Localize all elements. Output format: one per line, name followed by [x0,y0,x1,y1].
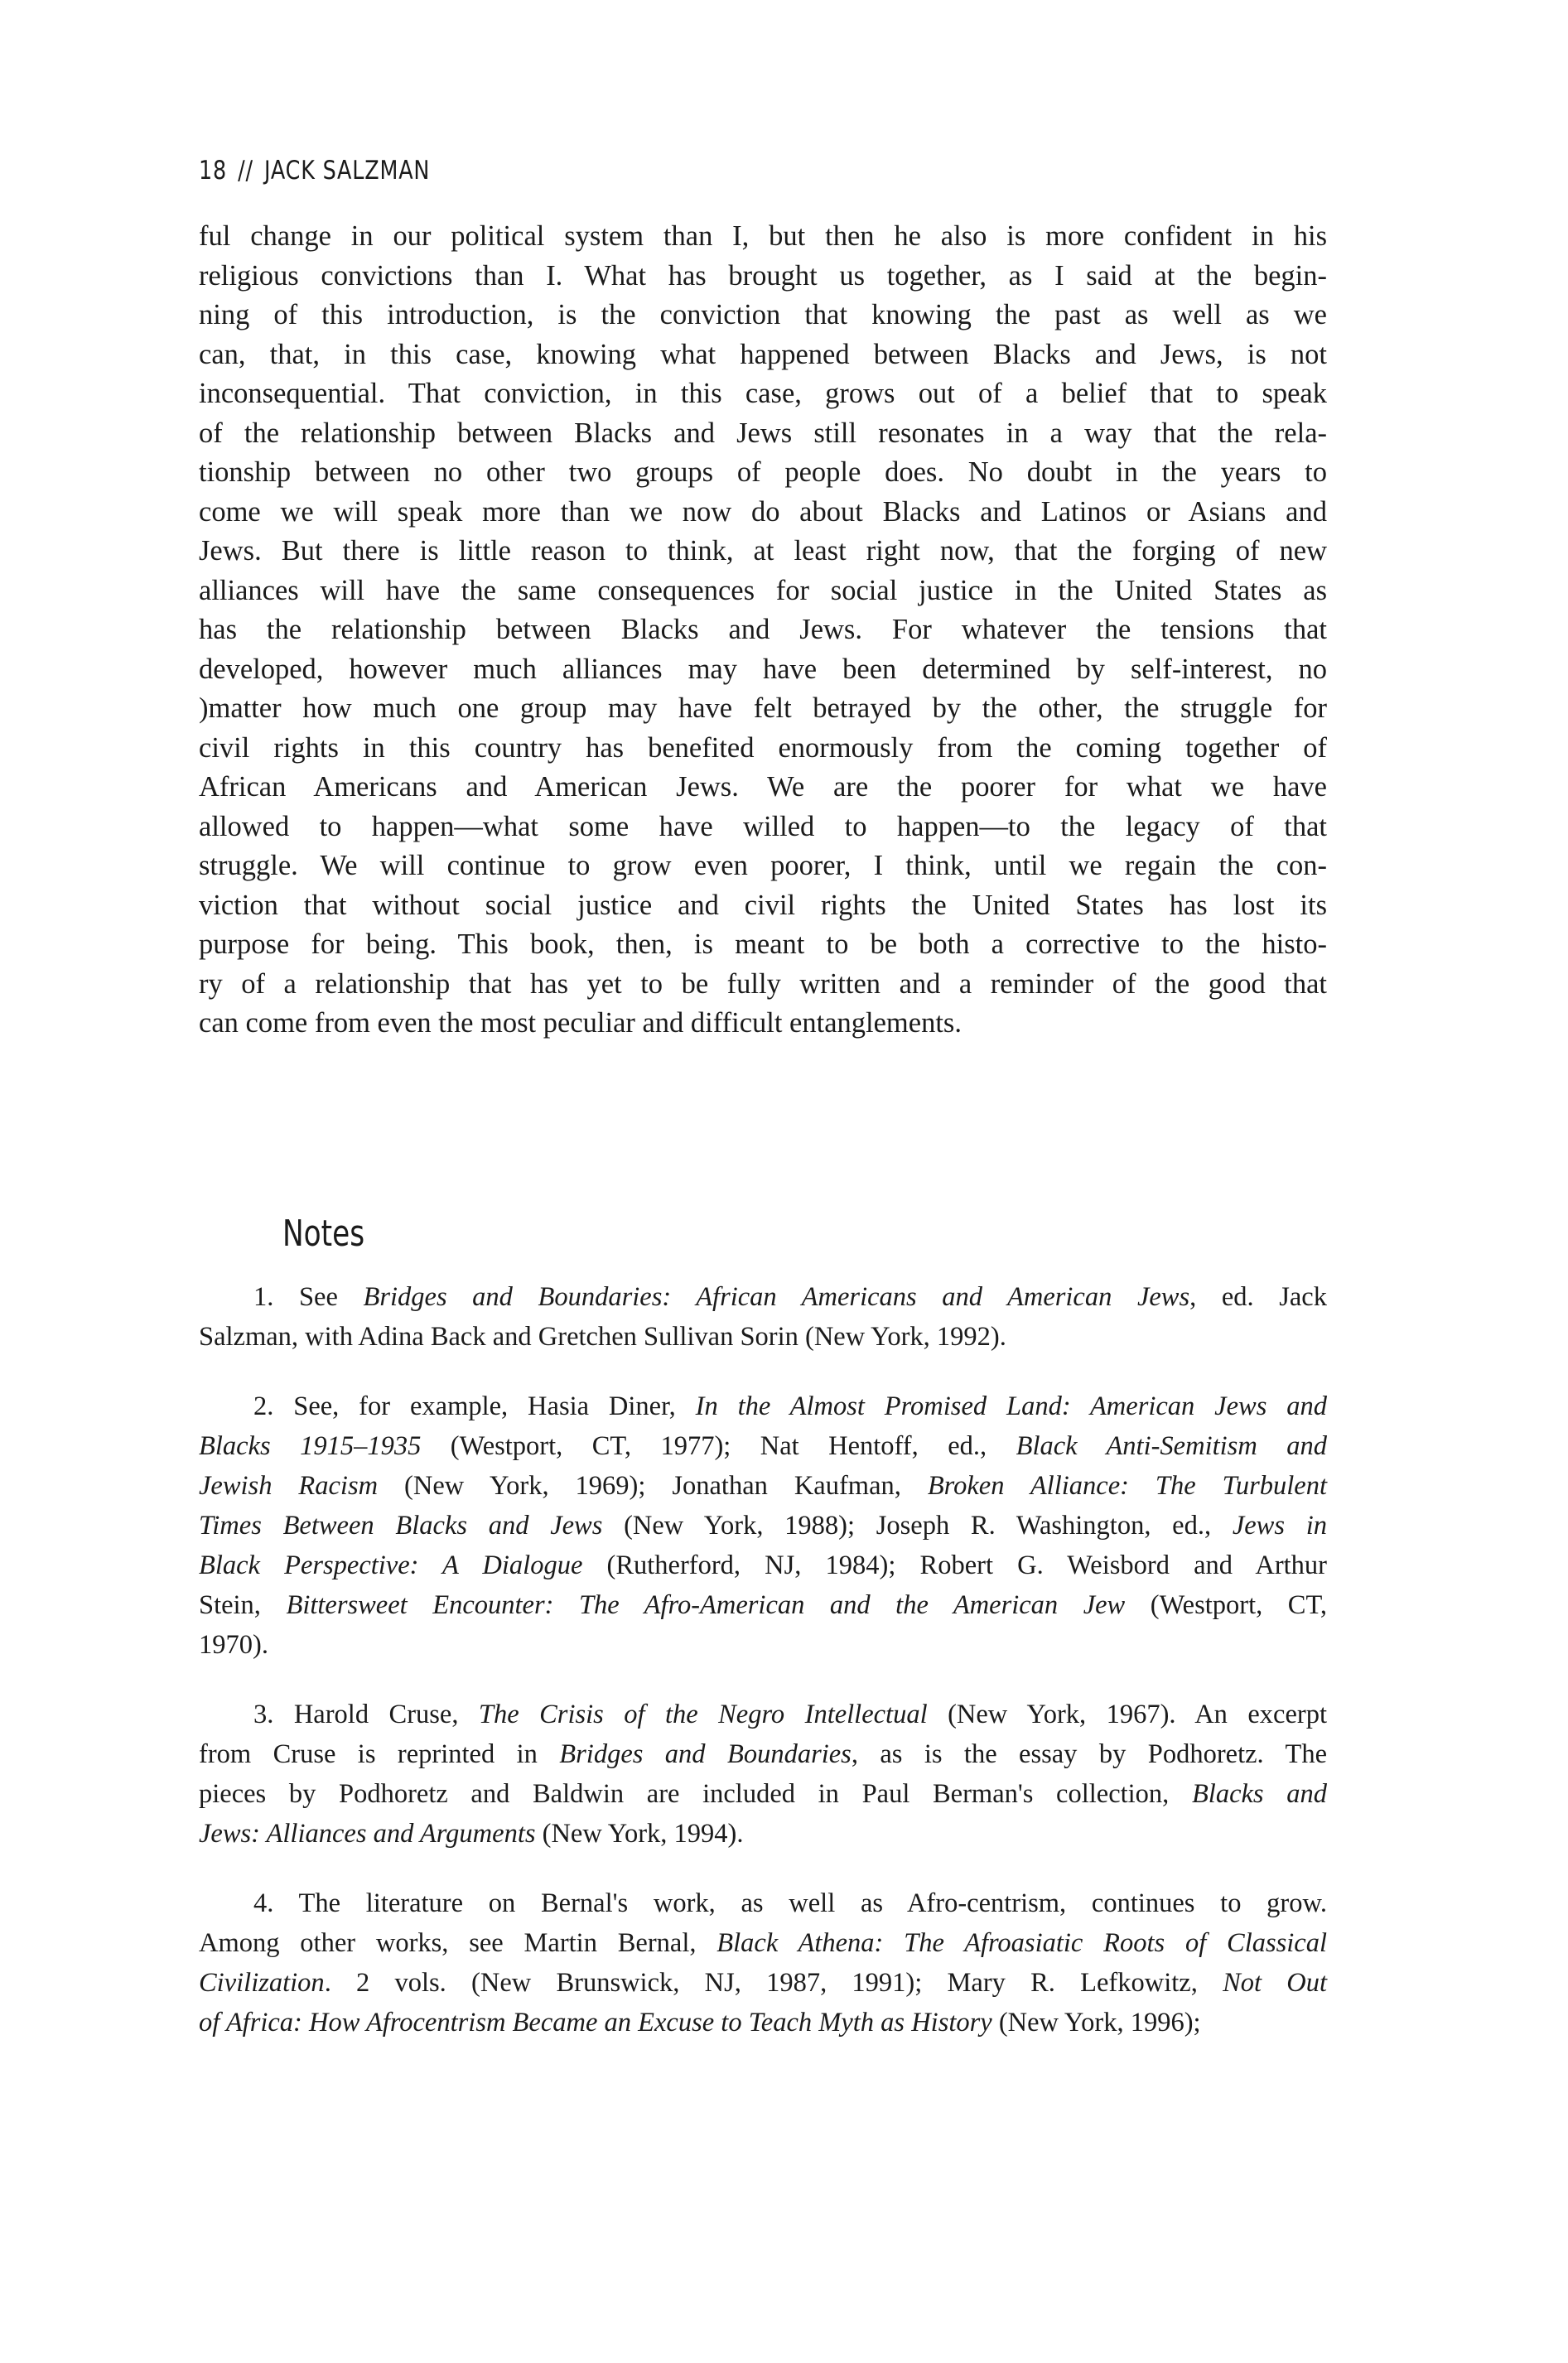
note-2 [199,1386,1327,1665]
note-text: Salzman, with Adina Back and Gretchen Sullivan Sorin (New York, 1992). [199,1322,1006,1352]
body-line: allowed to happen—what some have willed to happen—to the legacy of that [199,810,1327,842]
note-title-italic: Times Between Blacks and Jews [199,1511,603,1541]
note-text: 2. See, for example, Hasia Diner, [253,1391,696,1421]
note-line [199,1317,1327,1357]
body-line: of the relationship between Blacks and Jews still resonates in a way that the rela- [199,417,1327,449]
note-line [199,1734,1327,1774]
body-line: has the relationship between Blacks and Jews. For whatever the tensions that [199,614,1327,645]
note-title-italic: Broken Alliance: The Turbulent [927,1471,1327,1501]
note-text: . 2 vols. (New Brunswick, NJ, 1987, 1991); Mary R. Lefkowitz, [324,1968,1223,1998]
note-title-italic: Jews in [1232,1511,1327,1541]
body-line: alliances will have the same consequences for social justice in the United States as [199,574,1327,606]
note-text: pieces by Podhoretz and Baldwin are included in Paul Berman's collection, [199,1779,1192,1809]
running-head-author: JACK SALZMAN [264,156,431,186]
note-title-italic: Civilization [199,1968,325,1998]
body-line: religious convictions than I. What has brought us together, as I said at the begin- [199,259,1327,292]
note-text: (Westport, CT, 1977); Nat Hentoff, ed., [421,1431,1016,1461]
note-text: (New York, 1994). [535,1819,744,1849]
body-line: developed, however much alliances may have been determined by self-interest, no [199,653,1327,685]
note-title-italic: Blacks and [1191,1779,1327,1809]
note-text: 1970). [199,1630,268,1660]
page-number: 18 [199,156,227,186]
note-text: Stein, [199,1590,287,1620]
note-4 [199,1883,1327,2042]
note-title-italic: of Africa: How Afrocentrism Became an Excuse to Teach Myth as History [199,2008,992,2037]
body-line: Jews. But there is little reason to think, at least right now, that the forging of new [199,535,1327,567]
body-line: can come from even the most peculiar and difficult entanglements. [199,1007,962,1039]
note-line [199,1814,1327,1854]
note-line [199,1625,1327,1665]
note-title-italic: Jewish Racism [199,1471,379,1501]
body-line: can, that, in this case, knowing what happened between Blacks and Jews, is not [199,338,1327,370]
note-title-italic: Bridges and Boundaries [559,1739,852,1769]
body-line: inconsequential. That conviction, in this case, grows out of a belief that to speak [199,378,1327,409]
body-line: tionship between no other two groups of people does. No doubt in the years to [199,456,1327,488]
note-text: (New York, 1969); Jonathan Kaufman, [378,1471,928,1501]
note-title-italic: Blacks 1915–1935 [199,1431,422,1461]
note-text: 1. See [253,1282,364,1312]
note-text: Among other works, see Martin Bernal, [199,1928,717,1958]
body-line: viction that without social justice and civil rights the United States has lost its [199,889,1327,921]
note-line [199,1426,1327,1466]
note-text: from Cruse is reprinted in [199,1739,560,1769]
note-title-italic: Bridges and Boundaries: African Americans and American Jews [363,1282,1190,1312]
body-line: purpose for being. This book, then, is meant to be both a corrective to the histo- [199,928,1327,960]
note-line [199,1774,1327,1814]
note-text: (New York, 1996); [991,2008,1201,2037]
body-line: ry of a relationship that has yet to be fully written and a reminder of the good that [199,967,1327,1000]
note-text: (New York, 1988); Joseph R. Washington, ed., [602,1511,1233,1541]
note-text: (New York, 1967). An excerpt [927,1700,1328,1729]
note-text: , as is the essay by Podhoretz. The [851,1739,1327,1769]
body-line: ning of this introduction, is the conviction that knowing the past as well as we [199,299,1327,330]
note-line [199,1386,1327,1426]
note-line [199,1883,1327,1923]
note-text: (Rutherford, NJ, 1984); Robert G. Weisbord and Arthur [582,1550,1327,1580]
note-text: 4. The literature on Bernal's work, as well as Afro-centrism, continues to grow. [253,1888,1327,1918]
body-line: civil rights in this country has benefited enormously from the coming together of [199,731,1327,764]
running-head [199,156,430,186]
note-text: , ed. Jack [1189,1282,1327,1312]
note-title-italic: In the Almost Promised Land: American Jews and [695,1391,1327,1421]
notes-heading: Notes [282,1213,365,1255]
note-title-italic: Bittersweet Encounter: The Afro-American and the American Jew [286,1590,1126,1620]
note-text: (Westport, CT, [1125,1590,1328,1620]
notes-list [199,1277,1327,2072]
note-line [199,2003,1327,2042]
body-line: African Americans and American Jews. We are the poorer for what we have [199,771,1327,803]
note-title-italic: Not Out [1223,1968,1327,1998]
note-line [199,1963,1327,2003]
running-head-separator: // [238,156,253,186]
note-text: 3. Harold Cruse, [253,1700,479,1729]
note-title-italic: The Crisis of the Negro Intellectual [478,1700,928,1729]
note-line [199,1585,1327,1625]
note-3 [199,1695,1327,1854]
note-line [199,1466,1327,1506]
body-paragraph [199,217,1327,1044]
body-line: )matter how much one group may have felt betrayed by the other, the struggle for [199,692,1327,724]
note-title-italic: Black Anti-Semitism and [1016,1431,1327,1461]
note-title-italic: Jews: Alliances and Arguments [199,1819,536,1849]
note-line [199,1506,1327,1546]
note-title-italic: Black Athena: The Afroasiatic Roots of Classical [716,1928,1327,1958]
note-1 [199,1277,1327,1357]
note-line [199,1277,1327,1317]
note-line [199,1923,1327,1963]
note-line [199,1695,1327,1734]
body-line: struggle. We will continue to grow even poorer, I think, until we regain the con- [199,850,1327,881]
body-line: come we will speak more than we now do about Blacks and Latinos or Asians and [199,495,1327,528]
note-title-italic: Black Perspective: A Dialogue [199,1550,583,1580]
note-line [199,1546,1327,1585]
body-line: ful change in our political system than I, but then he also is more confident in his [199,220,1327,252]
